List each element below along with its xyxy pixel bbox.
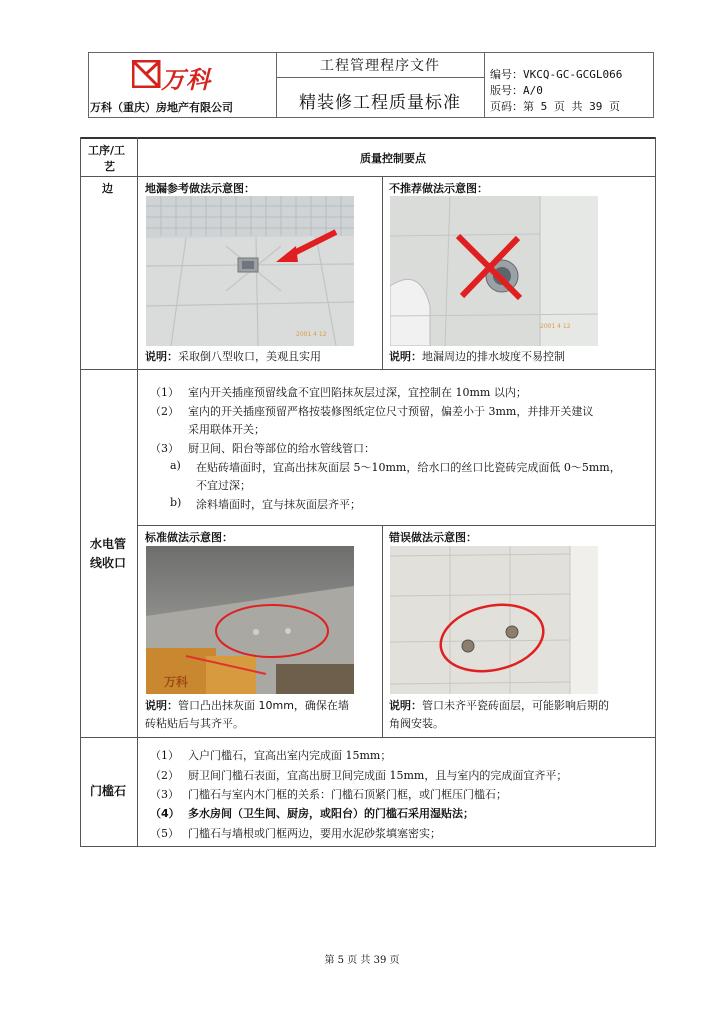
row2-right-caption-l2: 角阀安装。 xyxy=(389,717,444,730)
row3-item-3-num: （3） xyxy=(150,788,179,801)
row2-item-3a-num: a) xyxy=(170,459,181,472)
row2-item-3b: 涂料墙面时，宜与抹灰面层齐平； xyxy=(196,498,361,511)
document-version: 版号：A/0 xyxy=(490,84,543,97)
drain-bad-photo xyxy=(390,196,598,346)
photo-date-stamp: 2001 4 12 xyxy=(540,323,571,330)
document-title: 精装修工程质量标准 xyxy=(299,93,461,113)
conduit-standard-photo xyxy=(146,546,354,694)
row2-item-3a: 在贴砖墙面时，宜高出抹灰面层 5～10mm，给水口的丝口比瓷砖完成面低 0～5mm， xyxy=(196,461,621,474)
col-process-header-l1: 工序/工 xyxy=(88,144,126,157)
row3-item-4: 多水房间（卫生间、厨房，或阳台）的门槛石采用湿贴法； xyxy=(188,807,474,820)
row2-item-1-num: （1） xyxy=(150,386,179,399)
row2-right-caption-l1: 说明：管口未齐平瓷砖面层，可能影响后期的 xyxy=(389,699,609,712)
row1-process: 边 xyxy=(102,182,113,195)
row2-item-2-num: （2） xyxy=(150,405,179,418)
vanke-logo-icon xyxy=(132,60,162,88)
company-name: 万科（重庆）房地产有限公司 xyxy=(90,101,233,114)
document-kind: 工程管理程序文件 xyxy=(320,58,440,74)
page-footer: 第 5 页 共 39 页 xyxy=(324,955,400,966)
row2-left-caption-l2: 砖粘贴后与其齐平。 xyxy=(145,717,244,730)
drain-reference-photo xyxy=(146,196,354,346)
col-process-header-l2: 艺 xyxy=(104,160,115,173)
row1-right-caption: 说明：地漏周边的排水坡度不易控制 xyxy=(389,350,565,363)
col-quality-header: 质量控制要点 xyxy=(360,152,426,165)
row2-item-3-num: （3） xyxy=(150,442,179,455)
row2-left-caption-l1: 说明：管口凸出抹灰面 10mm，确保在墙 xyxy=(145,699,349,712)
row3-item-5: 门槛石与墙根或门框两边，要用水泥砂浆填塞密实； xyxy=(188,827,441,840)
brand-name: 万科 xyxy=(161,66,211,94)
row3-item-5-num: （5） xyxy=(150,827,179,840)
document-page: 页码：第 5 页 共 39 页 xyxy=(490,100,620,113)
document-code: 编号：VKCQ-GC-GCGL066 xyxy=(490,68,623,81)
conduit-wrong-photo xyxy=(390,546,598,694)
row2-item-1: 室内开关插座预留线盒不宜凹陷抹灰层过深，宜控制在 10mm 以内； xyxy=(188,386,527,399)
row3-item-1: 入户门槛石，宜高出室内完成面 15mm； xyxy=(188,749,392,762)
row2-item-2: 室内的开关插座预留严格按装修图纸定位尺寸预留，偏差小于 3mm，并排开关建议 xyxy=(188,405,594,418)
row2-process-l1: 水电管 xyxy=(90,537,127,551)
row1-left-title: 地漏参考做法示意图： xyxy=(145,182,255,195)
row2-item-3a-cont: 不宜过深； xyxy=(196,479,251,492)
row3-item-4-num: （4） xyxy=(150,807,180,820)
row1-left-caption: 说明：采取倒八型收口，美观且实用 xyxy=(145,350,321,363)
row1-right-title: 不推荐做法示意图： xyxy=(389,182,488,195)
row3-item-2-num: （2） xyxy=(150,769,179,782)
row2-process-l2: 线收口 xyxy=(90,556,127,570)
row3-process: 门槛石 xyxy=(90,784,127,798)
row3-item-1-num: （1） xyxy=(150,749,179,762)
svg-text:万科: 万科 xyxy=(164,675,189,689)
row3-item-2: 厨卫间门槛石表面，宜高出厨卫间完成面 15mm，且与室内的完成面宜齐平； xyxy=(188,769,568,782)
row2-left-title: 标准做法示意图： xyxy=(145,531,233,544)
row3-item-3: 门槛石与室内木门框的关系：门槛石顶紧门框，或门框压门槛石； xyxy=(188,788,507,801)
row2-item-3: 厨卫间、阳台等部位的给水管线管口： xyxy=(188,442,375,455)
row2-item-3b-num: b) xyxy=(170,496,182,509)
row2-item-2-cont: 采用联体开关； xyxy=(188,423,265,436)
row2-right-title: 错误做法示意图： xyxy=(389,531,477,544)
photo-date-stamp: 2001 4 12 xyxy=(296,331,327,338)
